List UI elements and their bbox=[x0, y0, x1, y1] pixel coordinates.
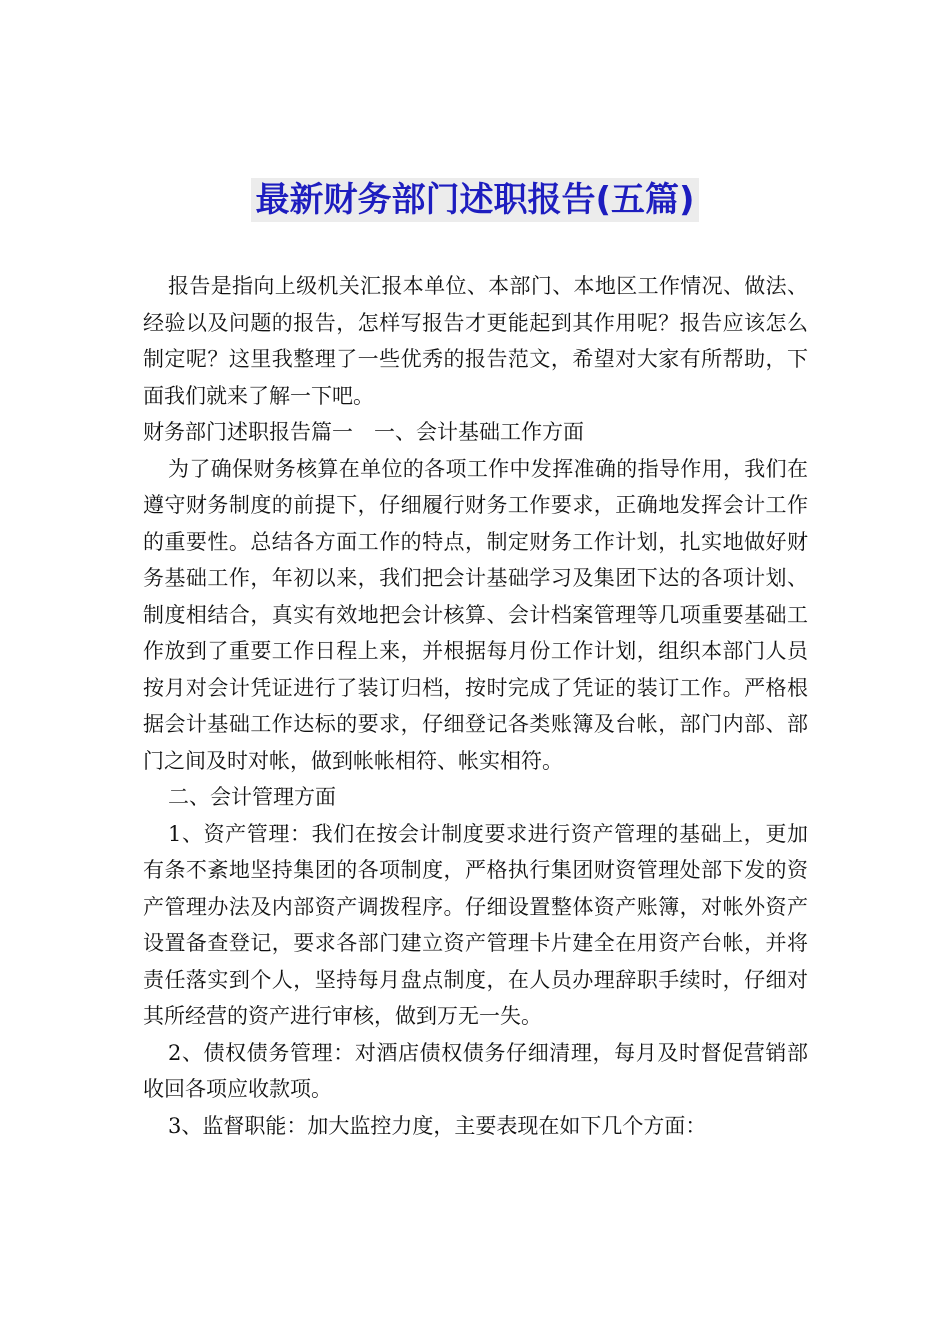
paragraph-supervision: 3、监督职能：加大监控力度，主要表现在如下几个方面： bbox=[168, 1113, 707, 1138]
paragraph-debt-management: 2、债权债务管理：对酒店债权债务仔细清理，每月及时督促营销部收回各项应收款项。 bbox=[143, 1040, 808, 1101]
section-heading-article-one: 财务部门述职报告篇一 一、会计基础工作方面 bbox=[143, 420, 584, 444]
section-heading-accounting-management: 二、会计管理方面 bbox=[168, 785, 336, 809]
document-body bbox=[143, 268, 808, 1144]
document-title: 最新财务部门述职报告(五篇) bbox=[251, 178, 698, 222]
intro-paragraph: 报告是指向上级机关汇报本单位、本部门、本地区工作情况、做法、经验以及问题的报告，怎样写报告才更能起到其作用呢？报告应该怎么制定呢？这里我整理了一些优秀的报告范文，希望对大家有所帮助，下面我们就来了解一下吧。 bbox=[143, 274, 808, 408]
paragraph-accounting-basics: 为了确保财务核算在单位的各项工作中发挥准确的指导作用，我们在遵守财务制度的前提下，仔细履行财务工作要求，正确地发挥会计工作的重要性。总结各方面工作的特点，制定财务工作计划，扎实地做好财务基础工作，年初以来，我们把会计基础学习及集团下达的各项计划、制度相结合，真实有效地把会计核算、会计档案管理等几项重要基础工作放到了重要工作日程上来，并根据每月份工作计划，组织本部门人员按月对会计凭证进行了装订归档，按时完成了凭证的装订工作。严格根据会计基础工作达标的要求，仔细登记各类账簿及台帐，部门内部、部门之间及时对帐，做到帐帐相符、帐实相符。 bbox=[143, 456, 808, 773]
paragraph-asset-management: 1、资产管理：我们在按会计制度要求进行资产管理的基础上，更加有条不紊地坚持集团的各项制度，严格执行集团财资管理处部下发的资产管理办法及内部资产调拨程序。仔细设置整体资产账簿，对帐外资产设置备查登记，要求各部门建立资产管理卡片建全在用资产台帐，并将责任落实到个人，坚持每月盘点制度，在人员办理辞职手续时，仔细对其所经营的资产进行审核，做到万无一失。 bbox=[143, 821, 808, 1028]
title-container bbox=[0, 178, 950, 222]
